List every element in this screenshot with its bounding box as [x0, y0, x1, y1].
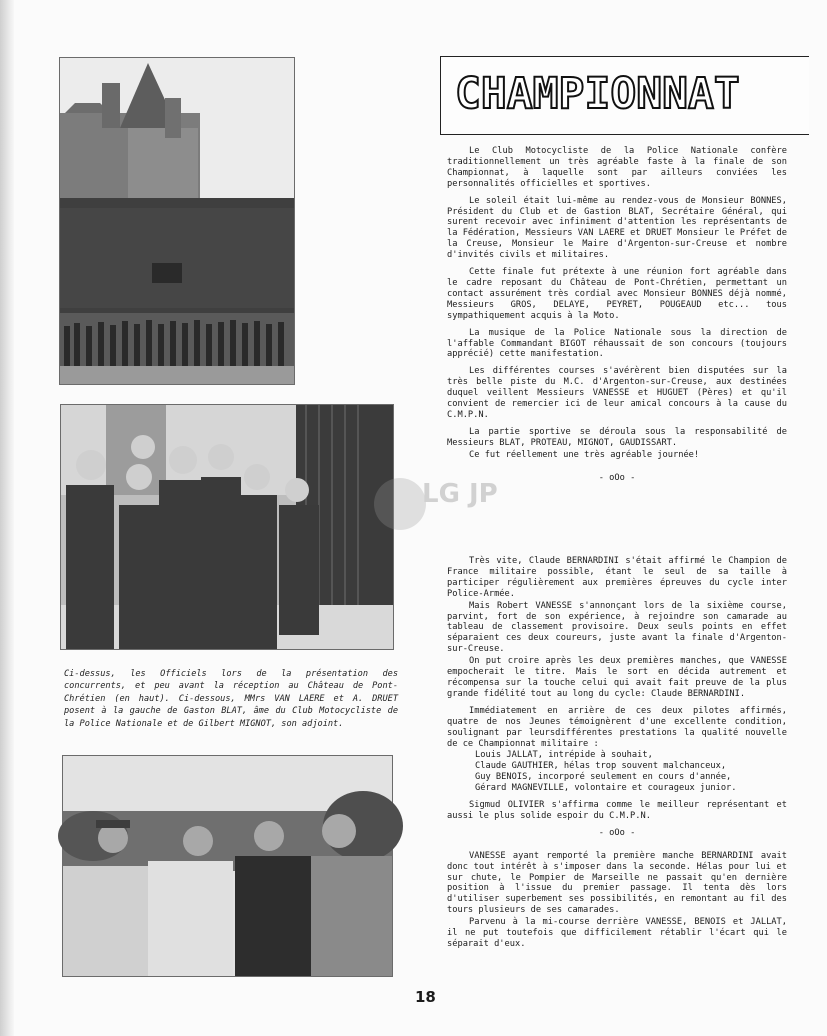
title-frame [440, 56, 809, 135]
page-number: 18 [415, 988, 436, 1006]
rider-item: Guy BENOIS, incorporé seulement en cours d'année, [475, 772, 732, 783]
article-column-race [447, 556, 787, 956]
photo-officials-group [60, 404, 394, 650]
paragraph: Le Club Motocycliste de la Police Nationale confère traditionnellement un très agréable faste à la finale de son Championnat, à laquelle sont par ailleurs conviées les personnalités officielles et sportives. [447, 146, 787, 189]
section-separator: - oOo - [598, 472, 636, 483]
caption-line: de la Police Nationale et de Gilbert MIGNOT, son adjoint. [64, 706, 398, 729]
caption-line: concurrents, et peu avant la réception au Château de Pont- [64, 681, 398, 692]
caption-line: posent à la gauche de Gaston BLAT, âme du Club Motocycliste [64, 706, 388, 717]
paragraph: Les différentes courses s'avérèrent bien disputées sur la très belle piste du M.C. d'Argenton-sur-Creuse, aux destinées duquel veillent Messieurs VANESSE et HUGUET (Pères) et qu'il convient de remercier ici de leur amical concours à la cause du C.M.P.N. [447, 366, 787, 420]
watermark-text: LG JP [422, 479, 498, 509]
rider-item: Louis JALLAT, intrépide à souhait, [475, 750, 653, 761]
rider-list [447, 750, 787, 794]
paragraph: Sigmud OLIVIER s'affirma comme le meilleur représentant et aussi le plus solide espoir du C.M.P.N. [447, 800, 787, 821]
photo-chateau-crowd [59, 57, 295, 385]
article-title: CHAMPIONNAT [455, 69, 740, 119]
paragraph: Parvenu à la mi-course derrière VANESSE, BENOIS et JALLAT, il ne put toutefois que difficilement rétablir l'écart qui le séparait d'eux. [447, 917, 787, 949]
page-binding-shadow [0, 0, 14, 1036]
paragraph: VANESSE ayant remporté la première manche BERNARDINI avait donc tout intérêt à s'imposer dans la seconde. Hélas pour lui et sur chute, le Pompier de Marseille ne passait qu'en dernière position à l'issue du premier passage. Il tenta dès lors d'utiliser superbement ses possibilités, en remontant au fil des tours plusieurs de ses camarades. [447, 850, 787, 916]
rider-item: Gérard MAGNEVILLE, volontaire et courageux junior. [475, 783, 737, 794]
caption-line: Chrétien (en haut). Ci-dessous, MMrs VAN LAERE et A. DRUET [64, 693, 398, 704]
paragraph: Le soleil était lui-même au rendez-vous de Monsieur BONNES, Président du Club et de Gastion BLAT, Secrétaire Général, qui surent recevoir avec infiniment d'attention les représentants de la Fédération, Messieurs VAN LAERE et DRUET Monsieur le Préfet de la Creuse, Monsieur le Maire d'Argenton-sur-Creuse et nombre d'invités civils et militaires. [447, 195, 787, 261]
photo-four-men [62, 755, 393, 977]
section-separator: - oOo - [598, 827, 636, 838]
article-column-intro [447, 146, 787, 497]
paragraph: Ce fut réellement une très agréable journée! [469, 449, 700, 460]
caption-line: Ci-dessus, les Officiels lors de la présentation des [64, 669, 398, 679]
paragraph: Très vite, Claude BERNARDINI s'était affirmé le Champion de France militaire possible, étant le seul de sa taille à participer régulièrement aux premières épreuves du cycle inter Police-Armée. [447, 556, 787, 599]
paragraph: La musique de la Police Nationale sous la direction de l'affable Commandant BIGOT réhaussait de son concours (toujours apprécié) cette manifestation. [447, 327, 787, 360]
paragraph: Immédiatement en arrière de ces deux pilotes affirmés, quatre de nos Jeunes témoignèrent d'une excellente condition, soulignant par leursdifférentes prestations la qualité nouvelle de ce Championnat militaire : [447, 705, 787, 749]
paragraph: On put croire après les deux premières manches, que VANESSE empocherait le titre. Mais le sort en décida autrement et récompensa sur la touche celui qui avait fait preuve de la plus grande fidélité tout au long du cycle: Claude BERNARDINI. [447, 656, 787, 699]
photo-caption [64, 668, 398, 730]
rider-item: Claude GAUTHIER, hélas trop souvent malchanceux, [475, 761, 727, 772]
paragraph: La partie sportive se déroula sous la responsabilité de Messieurs BLAT, PROTEAU, MIGNOT, GAUDISSART. [447, 426, 787, 448]
paragraph: Cette finale fut prétexte à une réunion fort agréable dans le cadre reposant du Château de Pont-Chrétien, permettant un contact assurément très cordial avec Monsieur BONNES déjà nommé, Messieurs GROS, DELAYE, PEYRET, POUGEAUD etc... tous sympathiquement acquis à la Moto. [447, 267, 787, 321]
paragraph: Mais Robert VANESSE s'annonçant lors de la sixième course, parvint, fort de son expérience, à rejoindre son camarade au tableau de classement provisoire. Deux seuls points en effet séparaient ces deux coureurs, juste avant la finale d'Argenton-sur-Creuse. [447, 600, 787, 655]
